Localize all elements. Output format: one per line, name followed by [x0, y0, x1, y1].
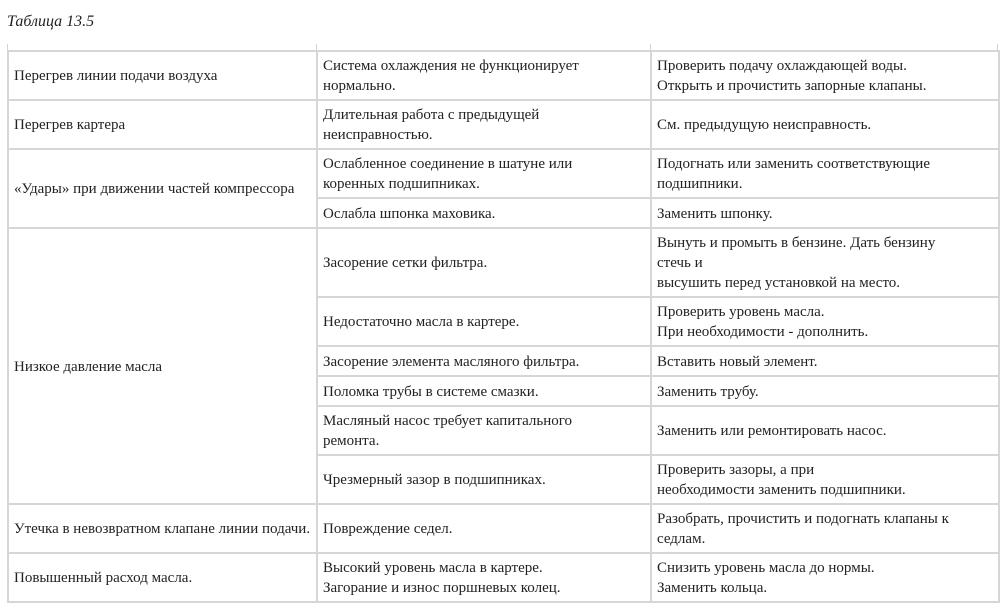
faults-table	[7, 50, 1000, 603]
cause-line: Засорение элемента масляного фильтра.	[323, 353, 580, 370]
cause-cell	[317, 455, 651, 504]
fault-cell: Перегрев линии подачи воздуха	[8, 51, 317, 100]
remedy-line: подшипники.	[657, 176, 743, 192]
cause-line: Масляный насос требует капитального	[323, 413, 573, 429]
remedy-cell	[651, 504, 999, 553]
cause-line: коренных подшипниках.	[323, 176, 480, 192]
cause-line: Недостаточно масла в картере.	[323, 314, 520, 330]
remedy-cell	[651, 228, 999, 297]
fault-cell: Утечка в невозвратном клапане линии подачи.	[8, 504, 317, 553]
fault-cell: Повышенный расход масла.	[8, 553, 317, 602]
cause-line: Ослабленное соединение в шатуне или	[323, 156, 573, 172]
cause-cell	[317, 198, 651, 228]
remedy-cell	[651, 553, 999, 602]
cause-cell	[317, 553, 651, 602]
cause-cell	[317, 504, 651, 553]
table-row	[8, 149, 999, 198]
remedy-cell	[651, 100, 999, 149]
cause-line: Высокий уровень масла в картере.	[323, 560, 543, 576]
cause-cell	[317, 51, 651, 100]
cause-line: Поломка трубы в системе смазки.	[323, 383, 539, 400]
remedy-line: высушить перед установкой на место.	[657, 275, 901, 291]
remedy-line: Заменить трубу.	[657, 383, 759, 400]
faults-table-body	[8, 51, 999, 602]
table-caption: Таблица 13.5	[7, 13, 95, 30]
cause-cell	[317, 406, 651, 455]
remedy-cell	[651, 346, 999, 376]
cause-cell	[317, 149, 651, 198]
cause-line: Повреждение седел.	[323, 521, 453, 537]
fault-cell: «Удары» при движении частей компрессора	[8, 149, 317, 228]
remedy-line: Проверить подачу охлаждающей воды.	[657, 58, 907, 74]
cause-line: Загорание и износ поршневых колец.	[323, 580, 561, 596]
table-row	[8, 553, 999, 602]
remedy-line: седлам.	[657, 531, 706, 547]
remedy-line: Открыть и прочистить запорные клапаны.	[657, 78, 927, 94]
cause-line: ремонта.	[323, 433, 380, 449]
remedy-line: Подогнать или заменить соответствующие	[657, 156, 930, 172]
remedy-line: См. предыдущую неисправность.	[657, 117, 872, 133]
remedy-cell	[651, 149, 999, 198]
remedy-line: Разобрать, прочистить и подогнать клапаны к	[657, 511, 949, 527]
cause-line: нормально.	[323, 78, 396, 94]
remedy-cell	[651, 51, 999, 100]
remedy-line: Заменить или ремонтировать насос.	[657, 423, 887, 439]
cause-line: неисправностью.	[323, 127, 433, 143]
remedy-line: При необходимости - дополнить.	[657, 324, 869, 340]
cause-line: Чрезмерный зазор в подшипниках.	[323, 472, 546, 488]
fault-cell: Перегрев картера	[8, 100, 317, 149]
table-row	[8, 228, 999, 297]
remedy-line: Вставить новый элемент.	[657, 353, 818, 370]
remedy-line: Снизить уровень масла до нормы.	[657, 560, 875, 576]
cause-cell	[317, 376, 651, 406]
remedy-cell	[651, 455, 999, 504]
cause-line: Система охлаждения не функционирует	[323, 58, 579, 74]
table-row	[8, 51, 999, 100]
table-row	[8, 504, 999, 553]
cause-cell	[317, 228, 651, 297]
remedy-line: Проверить уровень масла.	[657, 304, 825, 320]
remedy-cell	[651, 406, 999, 455]
remedy-line: стечь и	[657, 255, 703, 271]
cause-cell	[317, 346, 651, 376]
cause-line: Ослабла шпонка маховика.	[323, 205, 496, 222]
fault-cell: Низкое давление масла	[8, 228, 317, 504]
cause-line: Засорение сетки фильтра.	[323, 255, 488, 271]
remedy-line: Заменить шпонку.	[657, 205, 773, 222]
cause-cell	[317, 100, 651, 149]
remedy-cell	[651, 297, 999, 346]
cause-cell	[317, 297, 651, 346]
remedy-line: Проверить зазоры, а при	[657, 462, 815, 478]
remedy-line: Заменить кольца.	[657, 580, 768, 596]
remedy-cell	[651, 198, 999, 228]
remedy-line: Вынуть и промыть в бензине. Дать бензину	[657, 235, 936, 251]
remedy-cell	[651, 376, 999, 406]
cause-line: Длительная работа с предыдущей	[323, 107, 540, 123]
remedy-line: необходимости заменить подшипники.	[657, 482, 906, 498]
table-row	[8, 100, 999, 149]
